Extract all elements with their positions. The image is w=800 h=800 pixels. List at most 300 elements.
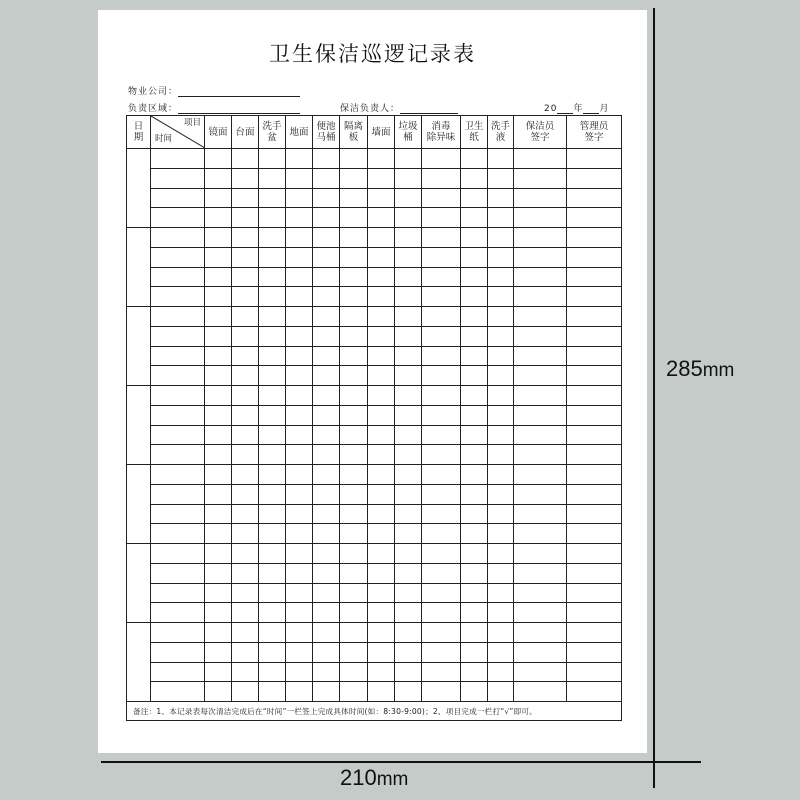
check-cell[interactable] xyxy=(232,544,259,564)
check-cell[interactable] xyxy=(514,563,567,583)
check-cell[interactable] xyxy=(488,445,514,465)
check-cell[interactable] xyxy=(340,682,368,702)
check-cell[interactable] xyxy=(395,445,422,465)
check-cell[interactable] xyxy=(368,247,395,267)
check-cell[interactable] xyxy=(205,544,232,564)
check-cell[interactable] xyxy=(461,445,488,465)
check-cell[interactable] xyxy=(514,346,567,366)
check-cell[interactable] xyxy=(205,208,232,228)
check-cell[interactable] xyxy=(395,366,422,386)
check-cell[interactable] xyxy=(340,484,368,504)
check-cell[interactable] xyxy=(313,287,340,307)
check-cell[interactable] xyxy=(461,168,488,188)
check-cell[interactable] xyxy=(232,386,259,406)
check-cell[interactable] xyxy=(395,642,422,662)
check-cell[interactable] xyxy=(461,287,488,307)
check-cell[interactable] xyxy=(232,405,259,425)
check-cell[interactable] xyxy=(514,149,567,169)
check-cell[interactable] xyxy=(422,326,461,346)
check-cell[interactable] xyxy=(368,465,395,485)
check-cell[interactable] xyxy=(340,326,368,346)
check-cell[interactable] xyxy=(488,484,514,504)
month-blank[interactable] xyxy=(583,103,599,114)
check-cell[interactable] xyxy=(340,168,368,188)
check-cell[interactable] xyxy=(514,445,567,465)
check-cell[interactable] xyxy=(514,425,567,445)
check-cell[interactable] xyxy=(395,326,422,346)
check-cell[interactable] xyxy=(395,188,422,208)
check-cell[interactable] xyxy=(488,623,514,643)
check-cell[interactable] xyxy=(313,682,340,702)
check-cell[interactable] xyxy=(313,642,340,662)
check-cell[interactable] xyxy=(461,682,488,702)
area-blank[interactable] xyxy=(178,103,300,114)
check-cell[interactable] xyxy=(422,168,461,188)
check-cell[interactable] xyxy=(286,682,313,702)
check-cell[interactable] xyxy=(259,405,286,425)
check-cell[interactable] xyxy=(514,386,567,406)
check-cell[interactable] xyxy=(232,149,259,169)
check-cell[interactable] xyxy=(514,682,567,702)
check-cell[interactable] xyxy=(259,583,286,603)
check-cell[interactable] xyxy=(488,662,514,682)
check-cell[interactable] xyxy=(205,307,232,327)
time-cell[interactable] xyxy=(151,504,205,524)
check-cell[interactable] xyxy=(313,247,340,267)
check-cell[interactable] xyxy=(567,603,622,623)
check-cell[interactable] xyxy=(368,544,395,564)
time-cell[interactable] xyxy=(151,465,205,485)
check-cell[interactable] xyxy=(567,642,622,662)
check-cell[interactable] xyxy=(488,524,514,544)
check-cell[interactable] xyxy=(567,445,622,465)
check-cell[interactable] xyxy=(340,386,368,406)
check-cell[interactable] xyxy=(488,149,514,169)
check-cell[interactable] xyxy=(205,563,232,583)
check-cell[interactable] xyxy=(488,366,514,386)
check-cell[interactable] xyxy=(395,149,422,169)
check-cell[interactable] xyxy=(395,346,422,366)
check-cell[interactable] xyxy=(259,662,286,682)
check-cell[interactable] xyxy=(395,524,422,544)
check-cell[interactable] xyxy=(313,188,340,208)
check-cell[interactable] xyxy=(259,623,286,643)
check-cell[interactable] xyxy=(422,307,461,327)
time-cell[interactable] xyxy=(151,682,205,702)
check-cell[interactable] xyxy=(395,405,422,425)
time-cell[interactable] xyxy=(151,642,205,662)
check-cell[interactable] xyxy=(232,642,259,662)
check-cell[interactable] xyxy=(422,563,461,583)
check-cell[interactable] xyxy=(461,524,488,544)
check-cell[interactable] xyxy=(205,386,232,406)
check-cell[interactable] xyxy=(395,563,422,583)
check-cell[interactable] xyxy=(286,583,313,603)
check-cell[interactable] xyxy=(422,386,461,406)
check-cell[interactable] xyxy=(395,208,422,228)
time-cell[interactable] xyxy=(151,583,205,603)
check-cell[interactable] xyxy=(286,405,313,425)
check-cell[interactable] xyxy=(514,484,567,504)
check-cell[interactable] xyxy=(205,662,232,682)
check-cell[interactable] xyxy=(340,287,368,307)
check-cell[interactable] xyxy=(313,465,340,485)
check-cell[interactable] xyxy=(313,208,340,228)
check-cell[interactable] xyxy=(461,307,488,327)
check-cell[interactable] xyxy=(340,504,368,524)
check-cell[interactable] xyxy=(422,267,461,287)
check-cell[interactable] xyxy=(205,405,232,425)
check-cell[interactable] xyxy=(567,544,622,564)
check-cell[interactable] xyxy=(340,642,368,662)
check-cell[interactable] xyxy=(340,583,368,603)
check-cell[interactable] xyxy=(422,247,461,267)
check-cell[interactable] xyxy=(313,425,340,445)
check-cell[interactable] xyxy=(205,247,232,267)
check-cell[interactable] xyxy=(395,484,422,504)
check-cell[interactable] xyxy=(422,208,461,228)
check-cell[interactable] xyxy=(259,267,286,287)
check-cell[interactable] xyxy=(340,366,368,386)
check-cell[interactable] xyxy=(259,642,286,662)
check-cell[interactable] xyxy=(395,287,422,307)
check-cell[interactable] xyxy=(514,623,567,643)
check-cell[interactable] xyxy=(567,465,622,485)
time-cell[interactable] xyxy=(151,386,205,406)
check-cell[interactable] xyxy=(205,603,232,623)
check-cell[interactable] xyxy=(567,247,622,267)
check-cell[interactable] xyxy=(232,524,259,544)
check-cell[interactable] xyxy=(422,583,461,603)
check-cell[interactable] xyxy=(567,386,622,406)
time-cell[interactable] xyxy=(151,346,205,366)
check-cell[interactable] xyxy=(395,544,422,564)
check-cell[interactable] xyxy=(422,642,461,662)
check-cell[interactable] xyxy=(340,623,368,643)
check-cell[interactable] xyxy=(286,208,313,228)
check-cell[interactable] xyxy=(514,662,567,682)
time-cell[interactable] xyxy=(151,228,205,248)
check-cell[interactable] xyxy=(232,287,259,307)
check-cell[interactable] xyxy=(232,168,259,188)
check-cell[interactable] xyxy=(313,168,340,188)
cleaner-in-charge-blank[interactable] xyxy=(400,103,458,114)
check-cell[interactable] xyxy=(488,642,514,662)
check-cell[interactable] xyxy=(514,642,567,662)
check-cell[interactable] xyxy=(313,563,340,583)
check-cell[interactable] xyxy=(286,168,313,188)
check-cell[interactable] xyxy=(232,425,259,445)
check-cell[interactable] xyxy=(313,623,340,643)
check-cell[interactable] xyxy=(286,425,313,445)
check-cell[interactable] xyxy=(259,168,286,188)
check-cell[interactable] xyxy=(340,228,368,248)
check-cell[interactable] xyxy=(368,149,395,169)
check-cell[interactable] xyxy=(368,386,395,406)
check-cell[interactable] xyxy=(514,228,567,248)
check-cell[interactable] xyxy=(567,287,622,307)
check-cell[interactable] xyxy=(461,346,488,366)
check-cell[interactable] xyxy=(286,267,313,287)
check-cell[interactable] xyxy=(488,346,514,366)
check-cell[interactable] xyxy=(514,504,567,524)
check-cell[interactable] xyxy=(567,326,622,346)
check-cell[interactable] xyxy=(567,188,622,208)
check-cell[interactable] xyxy=(232,603,259,623)
check-cell[interactable] xyxy=(286,642,313,662)
check-cell[interactable] xyxy=(340,188,368,208)
time-cell[interactable] xyxy=(151,168,205,188)
check-cell[interactable] xyxy=(205,287,232,307)
check-cell[interactable] xyxy=(340,247,368,267)
check-cell[interactable] xyxy=(340,425,368,445)
check-cell[interactable] xyxy=(232,366,259,386)
time-cell[interactable] xyxy=(151,524,205,544)
time-cell[interactable] xyxy=(151,662,205,682)
check-cell[interactable] xyxy=(259,504,286,524)
check-cell[interactable] xyxy=(232,662,259,682)
check-cell[interactable] xyxy=(368,484,395,504)
time-cell[interactable] xyxy=(151,188,205,208)
check-cell[interactable] xyxy=(286,603,313,623)
check-cell[interactable] xyxy=(488,307,514,327)
check-cell[interactable] xyxy=(313,603,340,623)
check-cell[interactable] xyxy=(205,267,232,287)
check-cell[interactable] xyxy=(232,583,259,603)
check-cell[interactable] xyxy=(205,188,232,208)
time-cell[interactable] xyxy=(151,623,205,643)
check-cell[interactable] xyxy=(313,326,340,346)
check-cell[interactable] xyxy=(461,149,488,169)
check-cell[interactable] xyxy=(232,346,259,366)
check-cell[interactable] xyxy=(488,465,514,485)
check-cell[interactable] xyxy=(286,247,313,267)
check-cell[interactable] xyxy=(368,326,395,346)
check-cell[interactable] xyxy=(422,405,461,425)
check-cell[interactable] xyxy=(340,563,368,583)
check-cell[interactable] xyxy=(368,623,395,643)
check-cell[interactable] xyxy=(514,603,567,623)
check-cell[interactable] xyxy=(368,405,395,425)
check-cell[interactable] xyxy=(488,544,514,564)
check-cell[interactable] xyxy=(567,504,622,524)
check-cell[interactable] xyxy=(368,682,395,702)
check-cell[interactable] xyxy=(286,149,313,169)
check-cell[interactable] xyxy=(286,307,313,327)
check-cell[interactable] xyxy=(395,662,422,682)
check-cell[interactable] xyxy=(488,267,514,287)
check-cell[interactable] xyxy=(461,662,488,682)
time-cell[interactable] xyxy=(151,307,205,327)
check-cell[interactable] xyxy=(488,228,514,248)
check-cell[interactable] xyxy=(422,465,461,485)
check-cell[interactable] xyxy=(395,307,422,327)
check-cell[interactable] xyxy=(205,366,232,386)
check-cell[interactable] xyxy=(259,603,286,623)
check-cell[interactable] xyxy=(368,642,395,662)
check-cell[interactable] xyxy=(313,307,340,327)
check-cell[interactable] xyxy=(340,307,368,327)
check-cell[interactable] xyxy=(259,544,286,564)
check-cell[interactable] xyxy=(286,623,313,643)
check-cell[interactable] xyxy=(422,287,461,307)
check-cell[interactable] xyxy=(514,267,567,287)
check-cell[interactable] xyxy=(259,386,286,406)
check-cell[interactable] xyxy=(340,267,368,287)
check-cell[interactable] xyxy=(259,326,286,346)
time-cell[interactable] xyxy=(151,366,205,386)
check-cell[interactable] xyxy=(488,583,514,603)
check-cell[interactable] xyxy=(368,366,395,386)
check-cell[interactable] xyxy=(340,603,368,623)
check-cell[interactable] xyxy=(232,445,259,465)
check-cell[interactable] xyxy=(368,168,395,188)
check-cell[interactable] xyxy=(259,425,286,445)
check-cell[interactable] xyxy=(232,267,259,287)
check-cell[interactable] xyxy=(340,662,368,682)
check-cell[interactable] xyxy=(232,563,259,583)
check-cell[interactable] xyxy=(286,504,313,524)
date-cell[interactable] xyxy=(127,386,151,465)
time-cell[interactable] xyxy=(151,563,205,583)
check-cell[interactable] xyxy=(259,307,286,327)
check-cell[interactable] xyxy=(461,623,488,643)
check-cell[interactable] xyxy=(422,425,461,445)
check-cell[interactable] xyxy=(514,583,567,603)
check-cell[interactable] xyxy=(259,445,286,465)
check-cell[interactable] xyxy=(567,228,622,248)
check-cell[interactable] xyxy=(395,386,422,406)
check-cell[interactable] xyxy=(461,188,488,208)
check-cell[interactable] xyxy=(461,208,488,228)
check-cell[interactable] xyxy=(368,346,395,366)
check-cell[interactable] xyxy=(488,326,514,346)
check-cell[interactable] xyxy=(232,307,259,327)
check-cell[interactable] xyxy=(395,228,422,248)
check-cell[interactable] xyxy=(259,682,286,702)
time-cell[interactable] xyxy=(151,484,205,504)
check-cell[interactable] xyxy=(368,228,395,248)
check-cell[interactable] xyxy=(340,524,368,544)
check-cell[interactable] xyxy=(567,623,622,643)
check-cell[interactable] xyxy=(461,465,488,485)
check-cell[interactable] xyxy=(422,149,461,169)
time-cell[interactable] xyxy=(151,544,205,564)
check-cell[interactable] xyxy=(514,188,567,208)
check-cell[interactable] xyxy=(461,267,488,287)
check-cell[interactable] xyxy=(567,307,622,327)
check-cell[interactable] xyxy=(567,149,622,169)
check-cell[interactable] xyxy=(461,405,488,425)
check-cell[interactable] xyxy=(368,603,395,623)
check-cell[interactable] xyxy=(259,465,286,485)
check-cell[interactable] xyxy=(232,247,259,267)
check-cell[interactable] xyxy=(259,228,286,248)
property-company-blank[interactable] xyxy=(178,86,300,97)
check-cell[interactable] xyxy=(567,524,622,544)
check-cell[interactable] xyxy=(488,208,514,228)
check-cell[interactable] xyxy=(286,366,313,386)
check-cell[interactable] xyxy=(368,563,395,583)
check-cell[interactable] xyxy=(422,682,461,702)
check-cell[interactable] xyxy=(461,386,488,406)
check-cell[interactable] xyxy=(205,642,232,662)
check-cell[interactable] xyxy=(395,623,422,643)
check-cell[interactable] xyxy=(232,623,259,643)
check-cell[interactable] xyxy=(205,149,232,169)
check-cell[interactable] xyxy=(488,188,514,208)
check-cell[interactable] xyxy=(514,366,567,386)
check-cell[interactable] xyxy=(340,346,368,366)
time-cell[interactable] xyxy=(151,267,205,287)
time-cell[interactable] xyxy=(151,405,205,425)
check-cell[interactable] xyxy=(368,425,395,445)
check-cell[interactable] xyxy=(313,405,340,425)
check-cell[interactable] xyxy=(514,524,567,544)
check-cell[interactable] xyxy=(205,425,232,445)
check-cell[interactable] xyxy=(395,267,422,287)
check-cell[interactable] xyxy=(461,544,488,564)
check-cell[interactable] xyxy=(259,287,286,307)
check-cell[interactable] xyxy=(488,405,514,425)
check-cell[interactable] xyxy=(567,267,622,287)
check-cell[interactable] xyxy=(422,623,461,643)
check-cell[interactable] xyxy=(514,307,567,327)
check-cell[interactable] xyxy=(368,287,395,307)
check-cell[interactable] xyxy=(461,642,488,662)
date-cell[interactable] xyxy=(127,228,151,307)
time-cell[interactable] xyxy=(151,149,205,169)
date-cell[interactable] xyxy=(127,307,151,386)
check-cell[interactable] xyxy=(461,247,488,267)
check-cell[interactable] xyxy=(567,346,622,366)
check-cell[interactable] xyxy=(422,445,461,465)
check-cell[interactable] xyxy=(205,504,232,524)
check-cell[interactable] xyxy=(340,465,368,485)
check-cell[interactable] xyxy=(205,465,232,485)
check-cell[interactable] xyxy=(422,544,461,564)
check-cell[interactable] xyxy=(567,662,622,682)
check-cell[interactable] xyxy=(286,386,313,406)
check-cell[interactable] xyxy=(395,504,422,524)
check-cell[interactable] xyxy=(205,326,232,346)
check-cell[interactable] xyxy=(259,149,286,169)
check-cell[interactable] xyxy=(232,326,259,346)
check-cell[interactable] xyxy=(488,603,514,623)
check-cell[interactable] xyxy=(567,366,622,386)
check-cell[interactable] xyxy=(340,445,368,465)
check-cell[interactable] xyxy=(514,405,567,425)
check-cell[interactable] xyxy=(259,484,286,504)
check-cell[interactable] xyxy=(232,682,259,702)
check-cell[interactable] xyxy=(313,484,340,504)
time-cell[interactable] xyxy=(151,287,205,307)
check-cell[interactable] xyxy=(340,405,368,425)
check-cell[interactable] xyxy=(461,583,488,603)
check-cell[interactable] xyxy=(395,603,422,623)
check-cell[interactable] xyxy=(514,247,567,267)
check-cell[interactable] xyxy=(286,544,313,564)
check-cell[interactable] xyxy=(395,465,422,485)
time-cell[interactable] xyxy=(151,603,205,623)
check-cell[interactable] xyxy=(313,346,340,366)
time-cell[interactable] xyxy=(151,208,205,228)
check-cell[interactable] xyxy=(205,346,232,366)
check-cell[interactable] xyxy=(422,524,461,544)
check-cell[interactable] xyxy=(461,484,488,504)
year-blank[interactable] xyxy=(557,103,573,114)
check-cell[interactable] xyxy=(205,682,232,702)
